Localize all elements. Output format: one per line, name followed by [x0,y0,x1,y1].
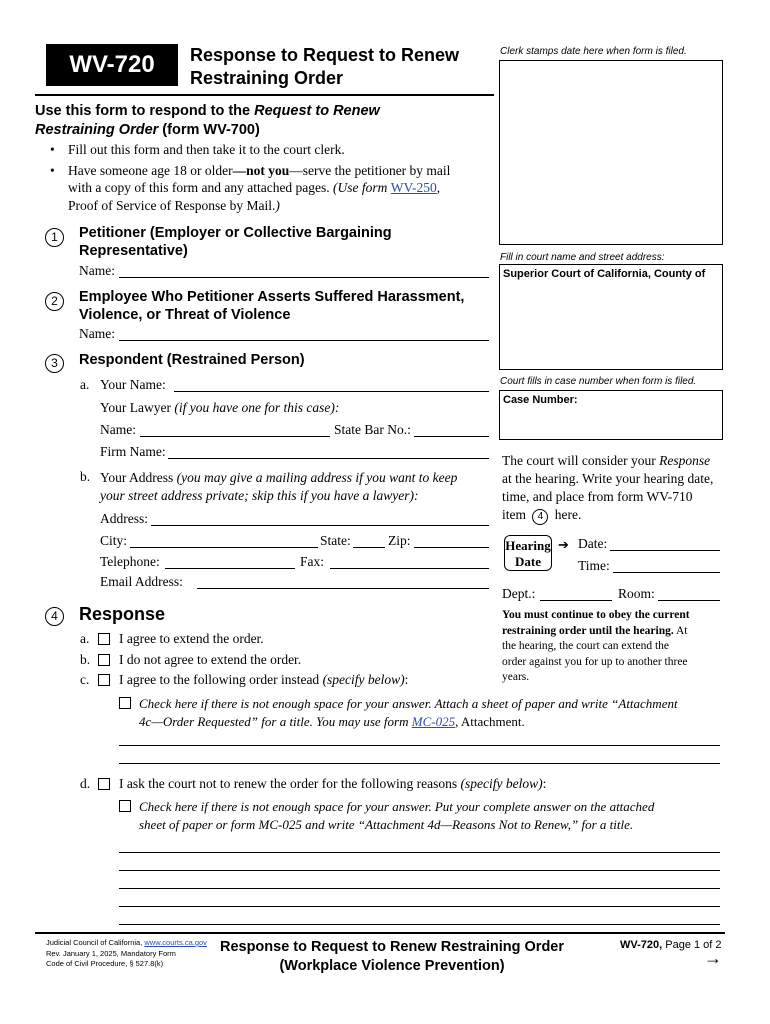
consider-text-4a: item [502,507,526,522]
hearing-date-field[interactable] [610,550,720,551]
footer-page-number: Page 1 of 2 [662,939,722,951]
firm-name-label: Firm Name: [100,444,166,459]
section-2-title-line1: Employee Who Petitioner Asserts Suffered Harassment, [79,289,465,305]
option-d-checkbox[interactable] [98,778,110,790]
intro-line2b: (form WV-700) [158,122,260,138]
section-4-number: 4 [45,607,64,626]
footer-rule [35,932,725,934]
consider-text-2: at the hearing. Write your hearing date, [502,471,714,486]
email-field[interactable] [197,588,489,589]
section-1-title-line2: Representative) [79,243,188,259]
intro-heading [35,102,380,140]
form-title-line2: Restraining Order [190,68,344,88]
hearing-label-line1: Hearing [505,538,551,553]
bullet-2-line2b: (Use form [333,180,391,195]
next-page-arrow-icon[interactable]: → [704,948,722,968]
footer-center [206,938,578,976]
footer-form-id: WV-720, [620,939,663,951]
bullet-2: • Have someone age 18 or older—not you—serve the petitioner by mail with a copy of this form and any attached pages. (Use form WV-250, Proof of Service of Response by Mail.) [50,162,451,213]
obey-line-4: order against you for up to another three [502,655,688,668]
option-a-letter: a. [80,631,90,646]
option-c-text [119,672,408,688]
hearing-time-label: Time: [578,558,610,573]
consider-text-1b: Response [659,453,711,468]
address-intro [100,469,457,505]
your-name-field[interactable] [174,391,489,392]
court-fill-note: Fill in court name and street address: [500,252,665,263]
section-1-title [79,224,392,260]
footer-left1a: Judicial Council of California, [46,938,145,947]
zip-field[interactable] [414,547,489,548]
lawyer-name-field[interactable] [140,436,330,437]
consider-text-3: time, and place from form WV-710 [502,489,693,504]
bullet-1-text: Fill out this form and then take it to the court clerk. [68,142,345,157]
option-d-letter: d. [80,776,91,791]
address-intro-b: (you may give a mailing address if you want to keep [176,470,458,485]
option-d-answer-line-2[interactable] [119,870,720,871]
case-number-box[interactable] [499,390,723,440]
intro-line1a: Use this form to respond to the [35,103,255,119]
zip-label: Zip: [388,533,411,548]
clerk-stamp-note: Clerk stamps date here when form is filed. [500,46,687,57]
firm-name-field[interactable] [168,458,489,459]
section-2-title [79,288,464,324]
option-c-check-line1: Check here if there is not enough space for your answer. Attach a sheet of paper and write “Attachment [139,696,678,711]
section-2-number: 2 [45,292,64,311]
your-lawyer-a: Your Lawyer [100,400,175,415]
section-1-name-label: Name: [79,263,115,278]
option-b-letter: b. [80,652,91,667]
section-3-title: Respondent (Restrained Person) [79,352,305,368]
bullet-2c: —serve the petitioner by mail [289,162,451,178]
hearing-dept-label: Dept.: [502,586,536,601]
wv-250-link[interactable]: WV-250 [390,180,437,195]
hearing-date-badge [504,535,552,571]
obey-notice [502,608,724,686]
bullet-1: • Fill out this form and then take it to the court clerk. [50,142,345,157]
hearing-date-label: Date: [578,536,608,551]
section-3a-letter: a. [80,377,90,392]
city-field[interactable] [130,547,318,548]
your-lawyer-b: (if you have one for this case): [174,400,340,415]
option-d-text [119,776,546,792]
footer-center1: Response to Request to Renew Restraining Order [219,939,565,955]
option-a-text: I agree to extend the order. [119,631,264,646]
option-d-answer-line-4[interactable] [119,906,720,907]
option-c-checkbox[interactable] [98,674,110,686]
address-field[interactable] [151,525,489,526]
option-c-text-a: I agree to the following order instead [119,672,323,687]
consider-text-4b: here. [554,507,582,522]
city-label: City: [100,533,128,548]
intro-line1b: Request to Renew [254,103,380,119]
case-number-note: Court fills in case number when form is filed. [500,376,697,387]
hearing-room-label: Room: [618,586,655,601]
footer-left2: Rev. January 1, 2025, Mandatory Form [46,948,176,958]
case-number-label: Case Number: [503,394,578,406]
state-bar-label: State Bar No.: [334,422,411,437]
obey-line-5: years. [502,671,530,683]
section-4-title: Response [79,604,166,624]
section-2-name-label: Name: [79,326,115,341]
option-d-text-c: : [542,776,547,791]
option-c-check-line2a: 4c—Order Requested” for a title. You may use form [139,714,412,729]
option-d-extra-space-text [139,798,654,834]
option-d-answer-line-3[interactable] [119,888,720,889]
intro-line2a: Restraining Order [35,122,159,138]
fax-field[interactable] [330,568,489,569]
footer-left3: Code of Civil Procedure, § 527.8(k) [46,959,164,968]
option-d-check-line1: Check here if there is not enough space for your answer. Put your complete answer on the attached [139,799,655,814]
bullet-2-line3a: Proof of Service of Response by Mail. [68,197,276,213]
consider-text-1a: The court will consider your [502,453,660,468]
option-d-answer-line-1[interactable] [119,852,720,853]
email-label: Email Address: [100,574,183,589]
option-c-extra-space-checkbox[interactable] [119,697,131,709]
your-name-label: Your Name: [100,377,166,392]
clerk-stamp-box [499,60,723,245]
bullet-2b: —not you [232,162,290,178]
option-c-extra-space-text [139,695,678,731]
petitioner-name-field[interactable] [119,277,489,278]
obey-line-2a: restraining order until the hearing. [502,624,674,637]
form-title [190,44,459,90]
address-intro-a: Your Address [100,470,177,485]
option-c-check-line2b: , Attachment. [455,714,525,729]
item-4-circle: 4 [532,509,548,525]
intro-bullets [50,141,488,214]
option-c-answer-line-1[interactable] [119,745,720,746]
hearing-dept-field[interactable] [540,600,612,601]
mc-025-link[interactable]: MC-025 [411,714,456,729]
option-d-text-a: I ask the court not to renew the order for the following reasons [119,776,461,791]
bullet-2-line2c: , [436,180,441,195]
your-lawyer-label [100,400,339,416]
hearing-arrow-icon: ➔ [558,537,569,552]
section-2-title-line2: Violence, or Threat of Violence [79,307,291,323]
address-intro-c: your street address private; skip this if you have a lawyer): [100,488,419,503]
fax-label: Fax: [300,554,325,569]
state-bar-field[interactable] [414,436,489,437]
bullet-2-line3b: ) [275,197,280,213]
obey-line-2b: At [673,624,688,637]
option-d-check-line2: sheet of paper or form MC-025 and write “Attachment 4d—Reasons Not to Renew,” for a title. [139,817,634,832]
bullet-2-line2a: with a copy of this form and any attached pages. [68,180,334,195]
section-1-title-line1: Petitioner (Employer or Collective Bargaining [79,225,392,241]
telephone-field[interactable] [165,568,295,569]
option-c-answer-line-2[interactable] [119,763,720,764]
employee-name-field[interactable] [119,340,489,341]
courts-link[interactable]: www.courts.ca.gov [144,938,207,947]
form-title-line1: Response to Request to Renew [190,45,460,65]
footer-left [46,938,207,970]
state-label: State: [320,533,351,548]
telephone-label: Telephone: [100,554,160,569]
hearing-room-field[interactable] [658,600,720,601]
court-name-box[interactable] [499,264,723,370]
form-id-badge: WV-720 [46,44,178,86]
footer-center2: (Workplace Violence Prevention) [279,958,505,974]
hearing-time-field[interactable] [613,572,720,573]
address-label: Address: [100,511,148,526]
bullet-2a: Have someone age 18 or older [68,162,233,178]
option-d-answer-line-5[interactable] [119,924,720,925]
hearing-label-line2: Date [515,554,541,569]
option-d-extra-space-checkbox[interactable] [119,800,131,812]
lawyer-name-label: Name: [100,422,136,437]
option-b-text: I do not agree to extend the order. [119,652,302,667]
court-name-label: Superior Court of California, County of [503,268,706,280]
option-c-letter: c. [80,672,90,687]
obey-line-1: You must continue to obey the current [502,609,690,621]
hearing-instructions [502,452,727,525]
state-field[interactable] [353,547,385,548]
section-1-number: 1 [45,228,64,247]
option-c-text-c: : [404,672,409,687]
option-b-checkbox[interactable] [98,654,110,666]
header-rule [35,94,494,96]
option-c-text-b: (specify below) [322,672,405,687]
option-d-text-b: (specify below) [460,776,543,791]
section-3b-letter: b. [80,469,91,484]
option-a-checkbox[interactable] [98,633,110,645]
section-3-number: 3 [45,354,64,373]
obey-line-3: the hearing, the court can extend the [502,640,669,652]
